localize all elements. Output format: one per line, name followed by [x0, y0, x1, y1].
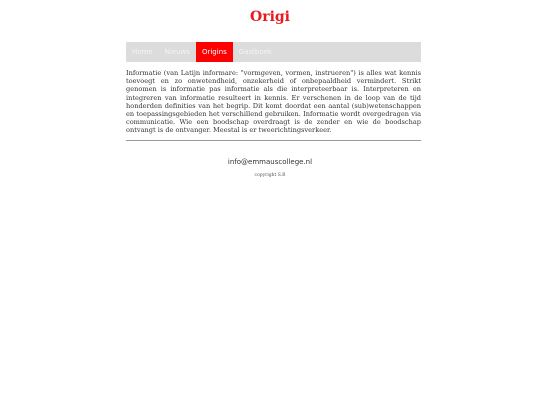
contact-email-link[interactable]: info@emmauscollege.nl	[227, 158, 313, 166]
main-navigation	[126, 42, 421, 62]
site-title: Origi	[250, 9, 290, 25]
nav-item-home[interactable]: Home	[132, 48, 153, 56]
article-text: Informatie (van Latijn informare: "vormgeven, vormen, instrueren") is alles wat kennis toevoegt en zo onwetendheid, onzekerheid of onbepaaldheid vermindert. Strikt genomen is informatie pas informatie als die interpreteerbaar is. Interpreteren en integreren van informatie resulteert in kennis. Er verschenen in de loop van de tijd honderden definities van het begrip. Dit komt doordat een aantal (sub)wetenschappen en toepassingsgebieden het verschillend gebruiken. Informatie wordt overgedragen via communicatie. Wie een boodschap overdraagt is de zender en wie de boodschap ontvangt is de ontvanger. Meestal is er tweerichtingsverkeer.	[126, 69, 421, 135]
content-divider	[126, 140, 421, 141]
nav-item-origins[interactable]: Origins	[196, 42, 233, 62]
copyright-notice: copyright S.B	[254, 173, 286, 178]
nav-item-gastboek[interactable]: Gastboek	[238, 48, 272, 56]
nav-item-nieuws[interactable]: Nieuws	[164, 48, 190, 56]
